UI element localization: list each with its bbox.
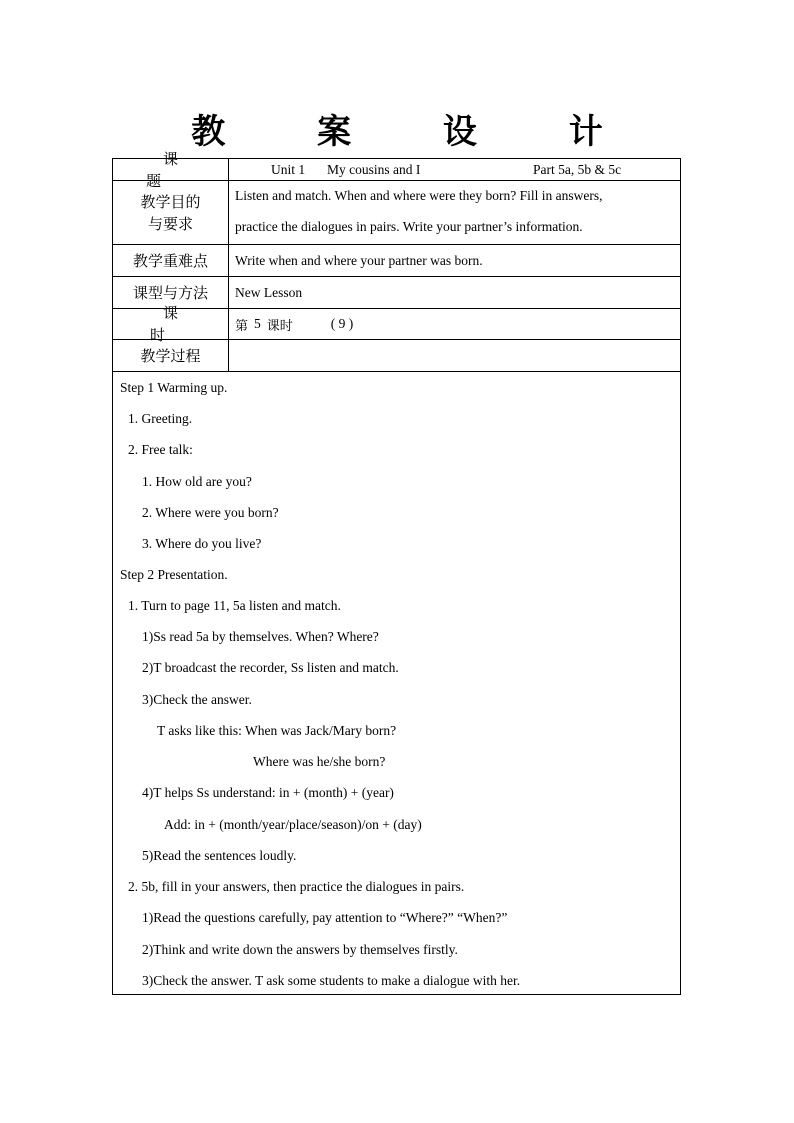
- unit-title: My cousins and I: [327, 161, 421, 177]
- unit-number: Unit 1: [271, 161, 306, 177]
- step-subitem: 5)Read the sentences loudly.: [142, 848, 297, 863]
- objectives-label-line-2: 与要求: [147, 214, 193, 233]
- key-points-label: 教学重难点: [113, 245, 229, 276]
- step-item: 1. Greeting.: [128, 411, 193, 426]
- step-note: Add: in + (month/year/place/season)/on + (day): [164, 817, 422, 832]
- page-title: 教 案 设 计: [191, 112, 643, 152]
- step-note: T asks like this: When was Jack/Mary born?: [157, 723, 397, 738]
- period-label: [113, 304, 229, 344]
- period-row: [113, 304, 680, 344]
- objectives-line-1: Listen and match. When and where were they born? Fill in answers,: [235, 188, 603, 203]
- topic-label: [113, 149, 229, 190]
- objectives-value: [229, 181, 680, 244]
- step-item: 2. Free talk:: [128, 442, 193, 457]
- objectives-label: [113, 181, 229, 244]
- lesson-type-label: 课型与方法: [113, 277, 229, 308]
- step-subitem: 1)Ss read 5a by themselves. When? Where?: [142, 629, 379, 644]
- topic-label-text: 课 题: [145, 149, 212, 190]
- objectives-label-line-1: 教学目的: [140, 192, 201, 211]
- topic-value: [229, 159, 680, 180]
- period-label-text: 课 时: [149, 304, 204, 344]
- step-subitem: 2)T broadcast the recorder, Ss listen and match.: [142, 660, 399, 675]
- step-subitem: 4)T helps Ss understand: in + (month) + (year): [142, 785, 394, 800]
- step-heading: Step 2 Presentation.: [120, 567, 228, 582]
- period-total: ( 9 ): [330, 316, 354, 331]
- process-row: [113, 340, 680, 372]
- step-heading: Step 1 Warming up.: [120, 380, 228, 395]
- topic-row: [113, 149, 680, 190]
- key-points-value: Write when and where your partner was born.: [235, 252, 483, 268]
- lesson-type-value: New Lesson: [235, 284, 303, 300]
- period-prefix: 第: [235, 318, 249, 334]
- step-subitem: 1. How old are you?: [142, 474, 252, 489]
- step-item: 2. 5b, fill in your answers, then practice the dialogues in pairs.: [128, 879, 465, 894]
- step-note: Where was he/she born?: [253, 754, 386, 769]
- period-number: 5: [254, 316, 261, 331]
- process-label: 教学过程: [113, 340, 229, 371]
- period-suffix: 课时: [266, 318, 293, 334]
- step-subitem: 1)Read the questions carefully, pay attention to “Where?” “When?”: [142, 910, 508, 925]
- objectives-line-2: practice the dialogues in pairs. Write your partner’s information.: [235, 219, 583, 234]
- step-subitem: 2. Where were you born?: [142, 505, 279, 520]
- unit-parts: Part 5a, 5b & 5c: [533, 161, 622, 177]
- step-subitem: 2)Think and write down the answers by themselves firstly.: [142, 942, 458, 957]
- key-points-row: [113, 245, 680, 277]
- lesson-plan-table: [112, 149, 681, 995]
- process-value: [229, 340, 680, 371]
- objectives-row: [113, 181, 680, 245]
- step-subitem: 3)Check the answer. T ask some students to make a dialogue with her.: [142, 973, 521, 988]
- step-subitem: 3)Check the answer.: [142, 692, 252, 707]
- step-item: 1. Turn to page 11, 5a listen and match.: [128, 598, 341, 613]
- process-body: [113, 372, 680, 994]
- period-value: [229, 309, 680, 339]
- step-subitem: 3. Where do you live?: [142, 536, 262, 551]
